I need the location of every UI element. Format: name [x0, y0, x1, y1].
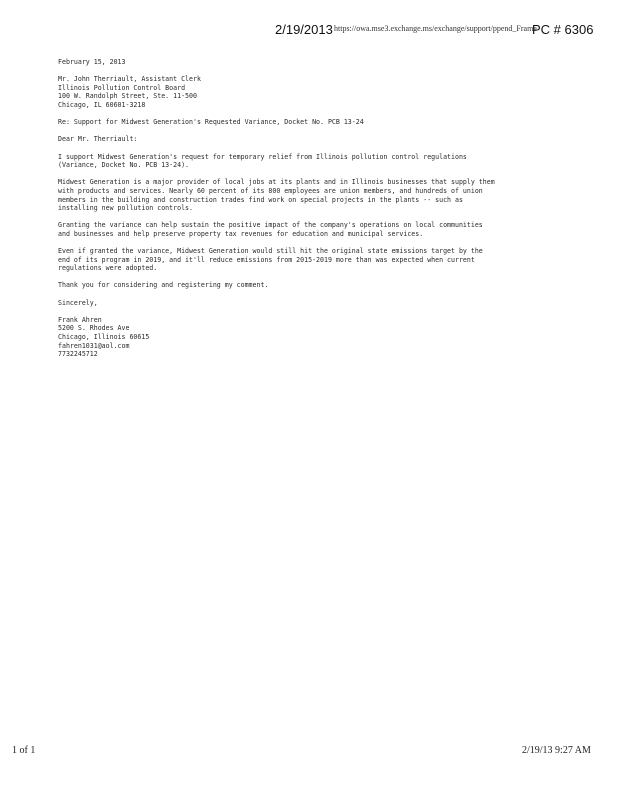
recipient-line: Illinois Pollution Control Board [58, 83, 186, 92]
paragraph-line: (Variance, Docket No. PCB 13-24). [58, 161, 190, 170]
salutation: Dear Mr. Therriault: [58, 135, 138, 144]
paragraph-emissions [58, 247, 553, 273]
paragraph-communities [58, 221, 553, 238]
letter-date: February 15, 2013 [58, 58, 126, 66]
paragraph-line: with products and services. Nearly 60 percent of its 800 employees are union members, and hundreds of union [58, 186, 483, 195]
signer-street: 5200 S. Rhodes Ave [58, 324, 130, 333]
signature-block [58, 316, 553, 359]
signer-city: Chicago, Illinois 60615 [58, 333, 150, 341]
paragraph-line: installing new pollution controls. [58, 204, 193, 213]
header-date: 2/19/2013 [275, 22, 333, 37]
recipient-line: Chicago, IL 60601-3218 [58, 100, 146, 109]
print-timestamp: 2/19/13 9:27 AM [522, 745, 591, 756]
paragraph-jobs [58, 178, 553, 212]
paragraph-line: regulations were adopted. [58, 264, 158, 273]
paragraph-line: Midwest Generation is a major provider of local jobs at its plants and in Illinois businesses that supply them [58, 178, 495, 187]
signer-name: Frank Ahren [58, 315, 102, 324]
paragraph-line: Even if granted the variance, Midwest Generation would still hit the original state emissions target by the [58, 247, 483, 256]
paragraph-line: I support Midwest Generation's request for temporary relief from Illinois pollution control regulations [58, 152, 467, 161]
public-comment-number: PC # 6306 [532, 22, 594, 37]
recipient-line: Mr. John Therriault, Assistant Clerk [58, 75, 201, 84]
header-url: https://owa.mse3.exchange.ms/exchange/support/ppend_Frame [334, 24, 537, 33]
signer-email: fahren1031@aol.com [58, 341, 130, 350]
paragraph-line: Thank you for considering and registering my comment. [58, 281, 269, 290]
letter-subject: Re: Support for Midwest Generation's Requested Variance, Docket No. PCB 13-24 [58, 118, 364, 127]
paragraph-line: and businesses and help preserve property tax revenues for education and municipal services. [58, 229, 424, 238]
paragraph-line: members in the building and construction trades find work on special projects in the plants -- such as [58, 195, 463, 204]
recipient-address [58, 75, 553, 109]
paragraph-line: end of its program in 2019, and it'll reduce emissions from 2015-2019 more than was expected when current [58, 255, 475, 264]
signer-phone: 7732245712 [58, 350, 98, 359]
paragraph-thanks [58, 281, 553, 290]
page-count: 1 of 1 [12, 745, 36, 756]
letter-body [58, 58, 553, 359]
recipient-line: 100 W. Randolph Street, Ste. 11-500 [58, 92, 197, 101]
paragraph-support [58, 153, 553, 170]
closing: Sincerely, [58, 298, 98, 307]
paragraph-line: Granting the variance can help sustain the positive impact of the company's operations on local communities [58, 221, 483, 230]
